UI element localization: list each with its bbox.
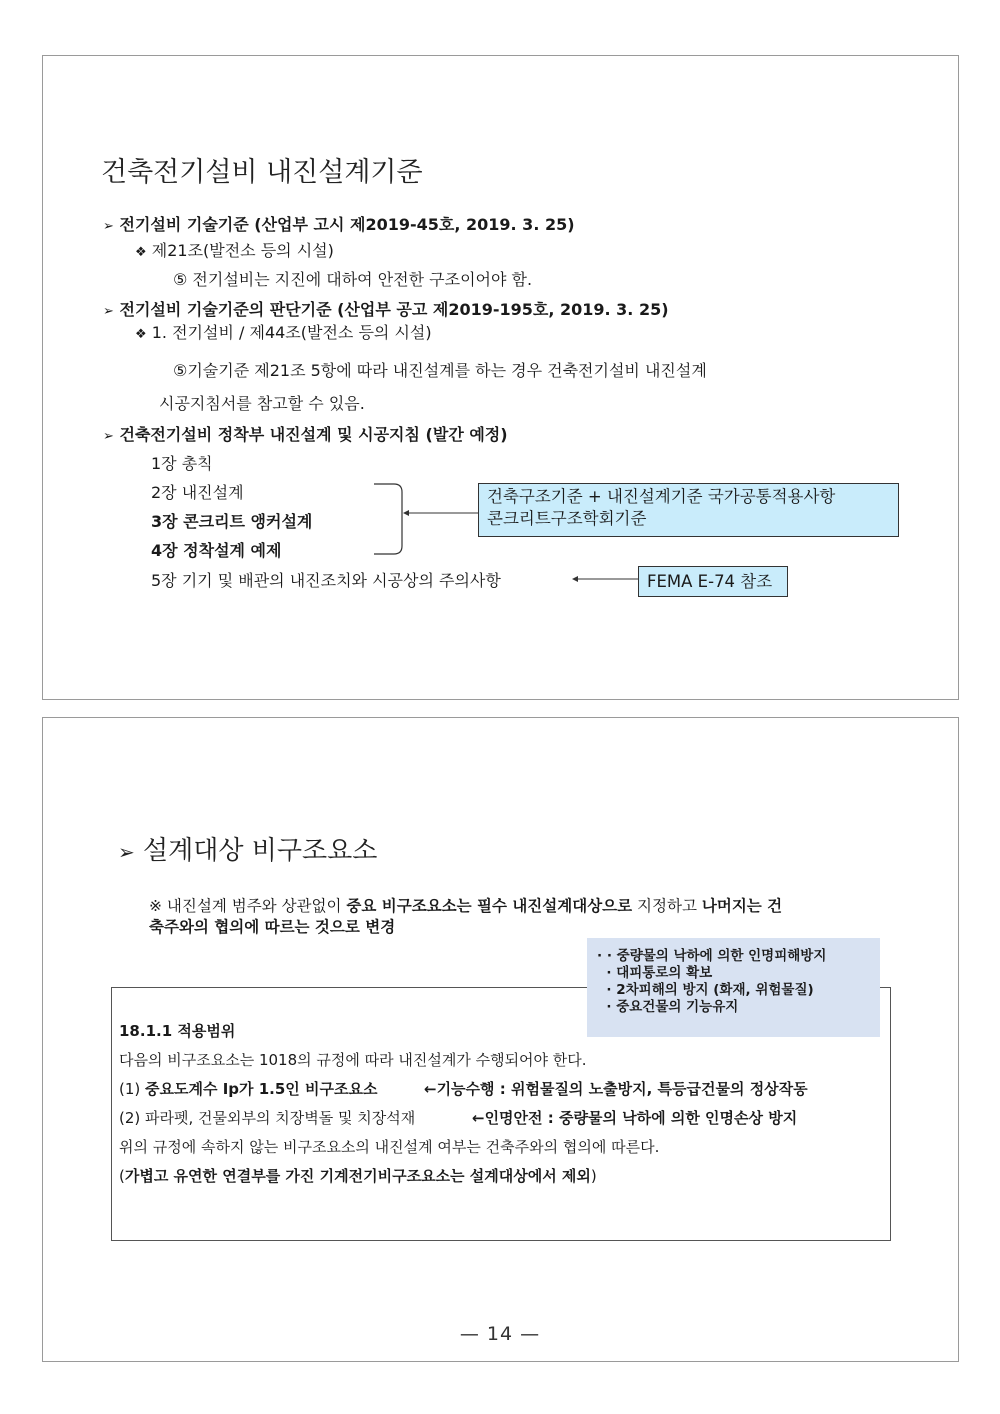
slide-2 xyxy=(42,717,959,1362)
arrow-bullet-icon: ➢ xyxy=(118,840,135,864)
item1-heading xyxy=(103,212,575,235)
item1-prefix: (1) xyxy=(119,1080,146,1098)
slide2-heading xyxy=(118,830,377,867)
section-rule: 위의 규정에 속하지 않는 비구조요소의 내진설계 여부는 건축주와의 협의에 따른다. xyxy=(119,1138,660,1156)
item1-heading-text: 전기설비 기술기준 (산업부 고시 제2019-45호, 2019. 3. 25) xyxy=(119,215,575,234)
chapter-1: 1장 총칙 xyxy=(151,454,213,473)
goals-note xyxy=(587,938,880,1037)
item3-heading xyxy=(103,422,508,445)
section-item1 xyxy=(119,1078,377,1099)
item2-heading-text: 전기설비 기술기준의 판단기준 (산업부 공고 제2019-195호, 2019. 3. 25) xyxy=(119,300,669,319)
slide-title: 건축전기설비 내진설계기준 xyxy=(101,157,423,188)
slide2-heading-text: 설계대상 비구조요소 xyxy=(143,836,378,866)
callout-standards-line1: 건축구조기준 + 내진설계기준 국가공통적용사항 xyxy=(487,487,836,506)
exclusion-paren: ) xyxy=(590,1167,597,1185)
item2-sub xyxy=(135,320,432,343)
item3-heading-text: 건축전기설비 정착부 내진설계 및 시공지침 (발간 예정) xyxy=(119,425,508,444)
remark-bold: 나머지는 건 xyxy=(701,897,783,915)
callout-standards-line2: 콘크리트구조학회기준 xyxy=(487,509,647,528)
item2-sub-text: 1. 전기설비 / 제44조(발전소 등의 시설) xyxy=(151,323,432,342)
goal-item: · 2차피해의 방지 (화재, 위험물질) xyxy=(597,982,814,998)
arrow-bullet-icon: ➢ xyxy=(103,304,114,319)
item2-detail-line2: 시공지침서를 참고할 수 있음. xyxy=(159,394,365,413)
goal-item: · · 중량물의 낙하에 의한 인명피해방지 xyxy=(597,948,827,964)
item1-detail: ⑤ 전기설비는 지진에 대하여 안전한 구조이어야 함. xyxy=(173,270,533,289)
item2-heading xyxy=(103,297,669,320)
item1-bold: 중요도계수 Ip가 1.5인 비구조요소 xyxy=(145,1080,378,1098)
section-exclusion xyxy=(119,1165,597,1186)
chapter-4: 4장 정착설계 예제 xyxy=(151,541,282,560)
arrow-bullet-icon: ➢ xyxy=(103,219,114,234)
chapter-3: 3장 콘크리트 앵커설계 xyxy=(151,512,313,531)
item2-arrow-note: ←인명안전 : 중량물의 낙하에 의한 인명손상 방지 xyxy=(472,1109,798,1127)
remark-text: 지정하고 xyxy=(632,897,702,915)
arrow-bullet-icon: ➢ xyxy=(103,429,114,444)
item1-sub-text: 제21조(발전소 등의 시설) xyxy=(151,241,334,260)
goal-item: · 대피통로의 확보 xyxy=(597,965,713,981)
callout-standards xyxy=(478,483,899,537)
item1-sub xyxy=(135,238,334,261)
section-intro: 다음의 비구조요소는 1018의 규정에 따라 내진설계가 수행되어야 한다. xyxy=(119,1051,587,1069)
remark-bold: 중요 비구조요소는 필수 내진설계대상으로 xyxy=(346,897,633,915)
item1-arrow-note: ←기능수행 : 위험물질의 노출방지, 특등급건물의 정상작동 xyxy=(424,1080,808,1098)
exclusion-paren: ( xyxy=(119,1167,125,1185)
goal-item: · 중요건물의 기능유지 xyxy=(597,999,739,1015)
diamond-bullet-icon: ❖ xyxy=(135,245,147,260)
remark-text: ※ 내진설계 범주와 상관없이 xyxy=(149,897,347,915)
remark-line1 xyxy=(149,894,782,916)
section-title: 18.1.1 적용범위 xyxy=(119,1022,236,1040)
chapter-5: 5장 기기 및 배관의 내진조치와 시공상의 주의사항 xyxy=(151,571,501,590)
item2-detail-line1: ⑤기술기준 제21조 5항에 따라 내진설계를 하는 경우 건축전기설비 내진설계 xyxy=(173,361,707,380)
diamond-bullet-icon: ❖ xyxy=(135,327,147,342)
chapter-2: 2장 내진설계 xyxy=(151,483,244,502)
slide-1 xyxy=(42,55,959,700)
page-number: — 14 — xyxy=(459,1323,541,1345)
section-item2: (2) 파라펫, 건물외부의 치장벽돌 및 치장석재 xyxy=(119,1109,416,1127)
exclusion-bold: 가볍고 유연한 연결부를 가진 기계전기비구조요소는 설계대상에서 제외 xyxy=(124,1167,591,1185)
callout-fema: FEMA E-74 참조 xyxy=(638,566,788,597)
remark-line2: 축주와의 협의에 따르는 것으로 변경 xyxy=(149,918,396,936)
